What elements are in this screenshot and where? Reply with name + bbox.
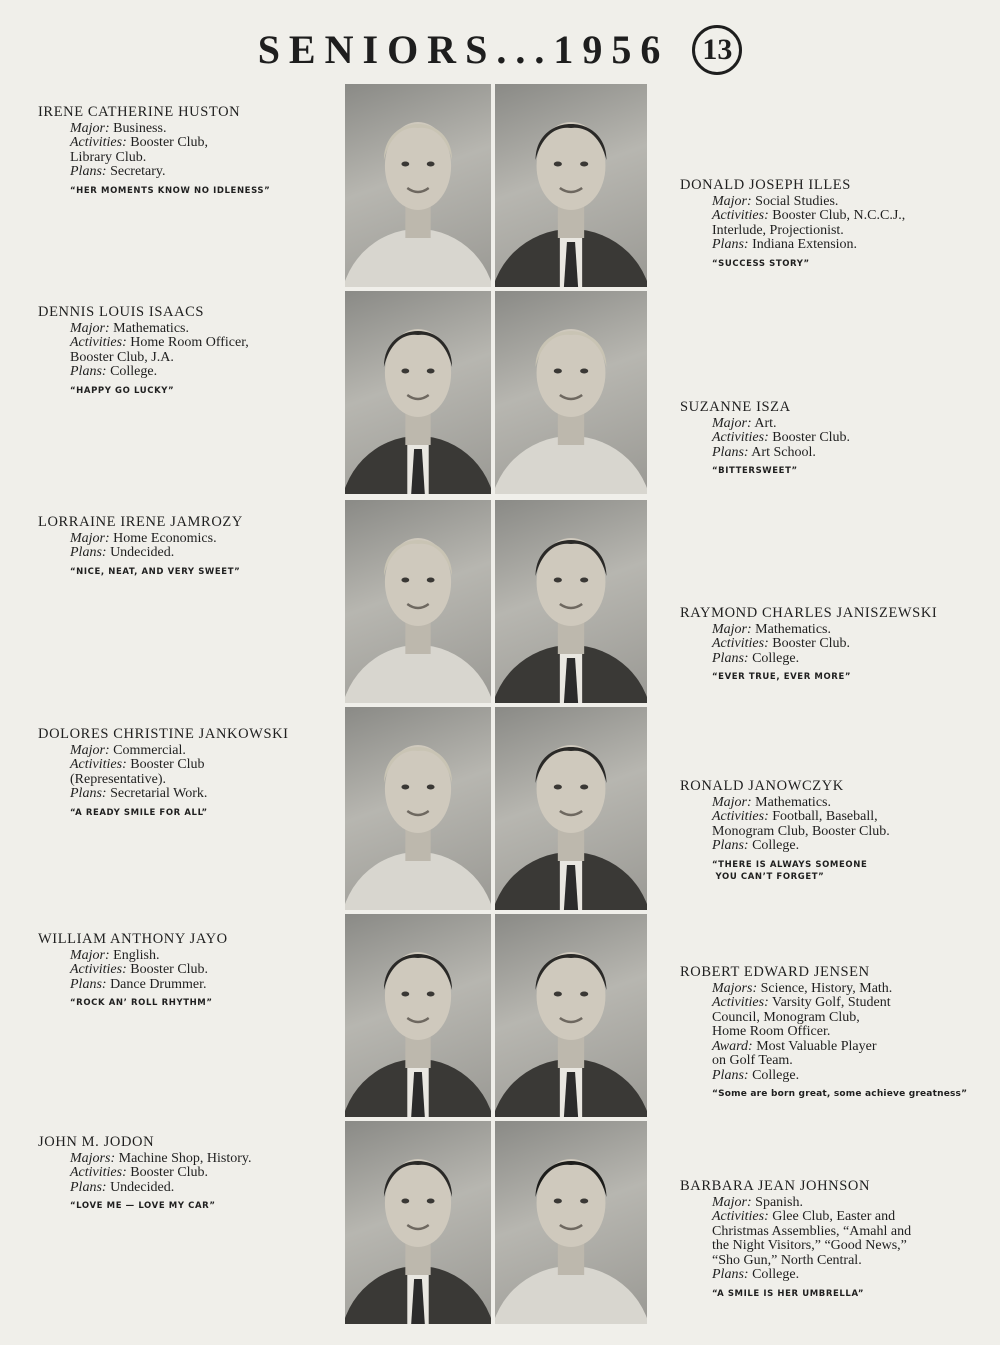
detail-value: “Sho Gun,” North Central. <box>712 1252 862 1268</box>
detail-label: Plans: <box>70 164 107 179</box>
detail-line <box>70 151 270 166</box>
detail-line <box>70 949 228 964</box>
portrait-barbara-johnson <box>495 1121 647 1324</box>
detail-value: Home Room Officer. <box>712 1024 831 1039</box>
detail-value: Mathematics. <box>109 320 189 336</box>
detail-value: Commercial. <box>109 742 186 758</box>
detail-label: Majors: <box>70 1150 116 1166</box>
detail-line <box>712 1040 967 1055</box>
senior-quote: “A READY SMILE FOR ALL” <box>70 807 208 818</box>
detail-label: Major: <box>70 947 110 963</box>
detail-value: Undecided. <box>106 545 175 560</box>
detail-label: Activities: <box>712 809 769 824</box>
senior-quote: “ROCK AN’ ROLL RHYTHM” <box>70 998 213 1008</box>
portrait-raymond-janiszewski <box>495 500 647 703</box>
senior-entry <box>680 965 967 1100</box>
senior-entry <box>38 932 228 1009</box>
detail-line <box>712 195 905 210</box>
detail-value: College. <box>748 650 800 666</box>
senior-entry <box>680 1179 911 1300</box>
senior-details <box>38 949 228 1010</box>
detail-label: Activities: <box>70 962 127 977</box>
detail-label: Plans: <box>70 976 107 992</box>
detail-label: Plans: <box>712 838 749 853</box>
detail-line <box>712 417 850 432</box>
detail-label: Award: <box>712 1038 753 1054</box>
detail-label: Plans: <box>712 1067 749 1083</box>
senior-quote: “SUCCESS STORY” <box>712 258 810 269</box>
portrait-dennis-isaacs <box>345 291 491 494</box>
senior-entry <box>680 606 937 683</box>
detail-line <box>712 1239 911 1254</box>
senior-details <box>38 122 270 197</box>
senior-quote: “EVER TRUE, EVER MORE” <box>712 672 852 682</box>
detail-value: Science, History, Math. <box>757 980 893 996</box>
detail-value: Booster Club. <box>768 636 851 651</box>
detail-line <box>712 1025 967 1040</box>
senior-details <box>38 322 249 397</box>
senior-details <box>680 195 905 270</box>
senior-name: DONALD JOSEPH ILLES <box>680 177 851 193</box>
detail-line <box>712 1254 911 1269</box>
detail-value: Art. <box>751 415 777 431</box>
detail-value: Booster Club <box>126 757 205 772</box>
detail-line <box>712 796 890 811</box>
portrait-dolores-jankowski <box>345 707 491 910</box>
detail-value: College. <box>748 1267 800 1282</box>
detail-line <box>712 431 850 446</box>
detail-line <box>70 322 249 337</box>
detail-line <box>712 238 905 253</box>
detail-value: on Golf Team. <box>712 1053 793 1068</box>
detail-line <box>70 122 270 137</box>
detail-label: Activities: <box>70 757 127 772</box>
detail-value: Booster Club, J.A. <box>70 349 174 365</box>
senior-entry <box>38 305 249 397</box>
detail-value: (Representative). <box>70 771 167 787</box>
detail-line <box>70 978 228 993</box>
senior-quote: “Some are born great, some achieve greatness” <box>712 1089 968 1099</box>
detail-line <box>712 623 937 638</box>
senior-details <box>38 532 243 578</box>
senior-details <box>680 796 890 883</box>
detail-label: Plans: <box>70 786 107 801</box>
senior-name: SUZANNE ISZA <box>680 399 791 415</box>
detail-value: Football, Baseball, <box>768 809 878 824</box>
detail-value: Booster Club. <box>126 1165 209 1180</box>
detail-value: Machine Shop, History. <box>115 1150 252 1166</box>
detail-value: Booster Club, <box>126 135 209 150</box>
detail-label: Major: <box>70 120 110 136</box>
detail-value: College. <box>106 364 158 379</box>
detail-line <box>712 1069 967 1084</box>
detail-label: Major: <box>712 794 752 810</box>
senior-entry <box>680 178 905 270</box>
detail-value: Home Room Officer, <box>126 335 249 350</box>
detail-value: Secretarial Work. <box>106 786 208 801</box>
detail-label: Activities: <box>712 1209 769 1224</box>
detail-value: Glee Club, Easter and <box>768 1209 896 1224</box>
senior-quote: “HER MOMENTS KNOW NO IDLENESS” <box>70 185 271 196</box>
senior-entry <box>38 105 270 197</box>
detail-value: Library Club. <box>70 149 147 165</box>
detail-line <box>70 963 228 978</box>
portrait-william-jayo <box>345 914 491 1117</box>
detail-line <box>70 365 249 380</box>
senior-name: IRENE CATHERINE HUSTON <box>38 104 241 120</box>
detail-label: Plans: <box>712 237 749 252</box>
detail-value: Booster Club. <box>768 430 851 445</box>
detail-value: the Night Visitors,” “Good News,” <box>712 1238 907 1253</box>
detail-label: Plans: <box>712 444 749 460</box>
senior-name: LORRAINE IRENE JAMROZY <box>38 514 243 530</box>
senior-name: DOLORES CHRISTINE JANKOWSKI <box>38 726 289 742</box>
detail-line <box>70 136 270 151</box>
detail-line <box>70 165 270 180</box>
detail-line <box>712 839 890 854</box>
detail-value: Booster Club, N.C.C.J., <box>768 208 906 223</box>
detail-line <box>712 1196 911 1211</box>
detail-line <box>712 1054 967 1069</box>
detail-line <box>70 773 289 788</box>
detail-label: Major: <box>712 193 752 209</box>
detail-label: Activities: <box>712 430 769 445</box>
page-title <box>0 26 1000 79</box>
detail-label: Plans: <box>712 650 749 666</box>
detail-value: Mathematics. <box>751 621 831 637</box>
detail-line <box>70 758 289 773</box>
detail-value: Secretary. <box>106 164 166 179</box>
portrait-suzanne-isza <box>495 291 647 494</box>
detail-line <box>70 787 289 802</box>
detail-line <box>70 1152 251 1167</box>
portrait-donald-illes <box>495 84 647 287</box>
detail-label: Major: <box>712 415 752 431</box>
detail-label: Major: <box>712 1194 752 1210</box>
detail-line <box>712 652 937 667</box>
detail-value: Monogram Club, Booster Club. <box>712 823 890 839</box>
senior-entry <box>38 515 243 578</box>
detail-line <box>712 810 890 825</box>
detail-label: Activities: <box>712 995 769 1010</box>
detail-label: Majors: <box>712 980 758 996</box>
detail-line <box>712 224 905 239</box>
senior-quote: “NICE, NEAT, AND VERY SWEET” <box>70 566 241 577</box>
detail-value: Booster Club. <box>126 962 209 977</box>
detail-line <box>70 1181 251 1196</box>
detail-label: Plans: <box>70 1179 107 1195</box>
detail-line <box>70 1166 251 1181</box>
detail-value: Indiana Extension. <box>748 237 858 252</box>
senior-name: BARBARA JEAN JOHNSON <box>680 1178 871 1194</box>
senior-name: RONALD JANOWCZYK <box>680 778 844 794</box>
detail-line <box>712 1225 911 1240</box>
detail-label: Plans: <box>712 1267 749 1282</box>
page-title-text: SENIORS...1956 <box>257 27 670 72</box>
senior-details <box>38 744 289 819</box>
detail-line <box>70 336 249 351</box>
detail-value: Spanish. <box>751 1194 804 1210</box>
detail-value: Undecided. <box>106 1179 175 1195</box>
detail-value: Dance Drummer. <box>106 976 207 992</box>
senior-quote: “LOVE ME — LOVE MY CAR” <box>70 1201 216 1211</box>
detail-label: Plans: <box>70 364 107 379</box>
detail-line <box>712 1210 911 1225</box>
senior-entry <box>680 400 850 477</box>
detail-value: Most Valuable Player <box>752 1038 877 1054</box>
detail-label: Major: <box>70 742 110 758</box>
senior-quote: “HAPPY GO LUCKY” <box>70 385 175 396</box>
detail-value: Business. <box>109 120 167 136</box>
detail-line <box>70 744 289 759</box>
portrait-john-jodon <box>345 1121 491 1324</box>
detail-line <box>712 982 967 997</box>
senior-name: WILLIAM ANTHONY JAYO <box>38 931 228 947</box>
detail-label: Major: <box>70 530 110 546</box>
detail-value: College. <box>748 1067 800 1083</box>
detail-line <box>70 546 243 561</box>
detail-label: Activities: <box>712 208 769 223</box>
portrait-ronald-janowczyk <box>495 707 647 910</box>
senior-entry <box>38 727 289 819</box>
detail-value: College. <box>748 838 800 853</box>
senior-details <box>680 982 967 1101</box>
detail-value: Home Economics. <box>109 530 217 546</box>
senior-details <box>680 623 937 684</box>
senior-quote: “A SMILE IS HER UMBRELLA” <box>712 1288 865 1299</box>
senior-name: RAYMOND CHARLES JANISZEWSKI <box>680 605 938 621</box>
detail-value: Christmas Assemblies, “Amahl and <box>712 1223 912 1239</box>
detail-line <box>712 209 905 224</box>
senior-entry <box>38 1135 251 1212</box>
senior-quote: “THERE IS ALWAYS SOMEONE YOU CAN’T FORGET” <box>712 859 868 882</box>
page-number-badge: 13 <box>692 25 742 75</box>
senior-details <box>680 1196 911 1300</box>
detail-line <box>70 351 249 366</box>
detail-line <box>712 637 937 652</box>
senior-quote: “BITTERSWEET” <box>712 466 798 476</box>
detail-value: Mathematics. <box>751 794 831 810</box>
senior-details <box>38 1152 251 1213</box>
detail-line <box>712 1268 911 1283</box>
detail-label: Major: <box>712 621 752 637</box>
detail-line <box>712 1011 967 1026</box>
portrait-irene-huston <box>345 84 491 287</box>
detail-line <box>712 446 850 461</box>
detail-value: Social Studies. <box>751 193 839 209</box>
detail-line <box>70 532 243 547</box>
detail-value: Varsity Golf, Student <box>768 995 891 1010</box>
portrait-robert-jensen <box>495 914 647 1117</box>
detail-line <box>712 825 890 840</box>
detail-value: Art School. <box>748 444 816 460</box>
detail-label: Activities: <box>712 636 769 651</box>
senior-name: ROBERT EDWARD JENSEN <box>680 964 870 980</box>
detail-value: English. <box>109 947 160 963</box>
detail-value: Council, Monogram Club, <box>712 1009 860 1025</box>
detail-label: Major: <box>70 320 110 336</box>
detail-label: Activities: <box>70 1165 127 1180</box>
detail-label: Activities: <box>70 335 127 350</box>
portrait-lorraine-jamrozy <box>345 500 491 703</box>
senior-entry <box>680 779 890 883</box>
senior-name: JOHN M. JODON <box>38 1134 155 1150</box>
detail-label: Activities: <box>70 135 127 150</box>
detail-line <box>712 996 967 1011</box>
senior-details <box>680 417 850 478</box>
detail-label: Plans: <box>70 545 107 560</box>
detail-value: Interlude, Projectionist. <box>712 222 844 238</box>
senior-name: DENNIS LOUIS ISAACS <box>38 304 205 320</box>
